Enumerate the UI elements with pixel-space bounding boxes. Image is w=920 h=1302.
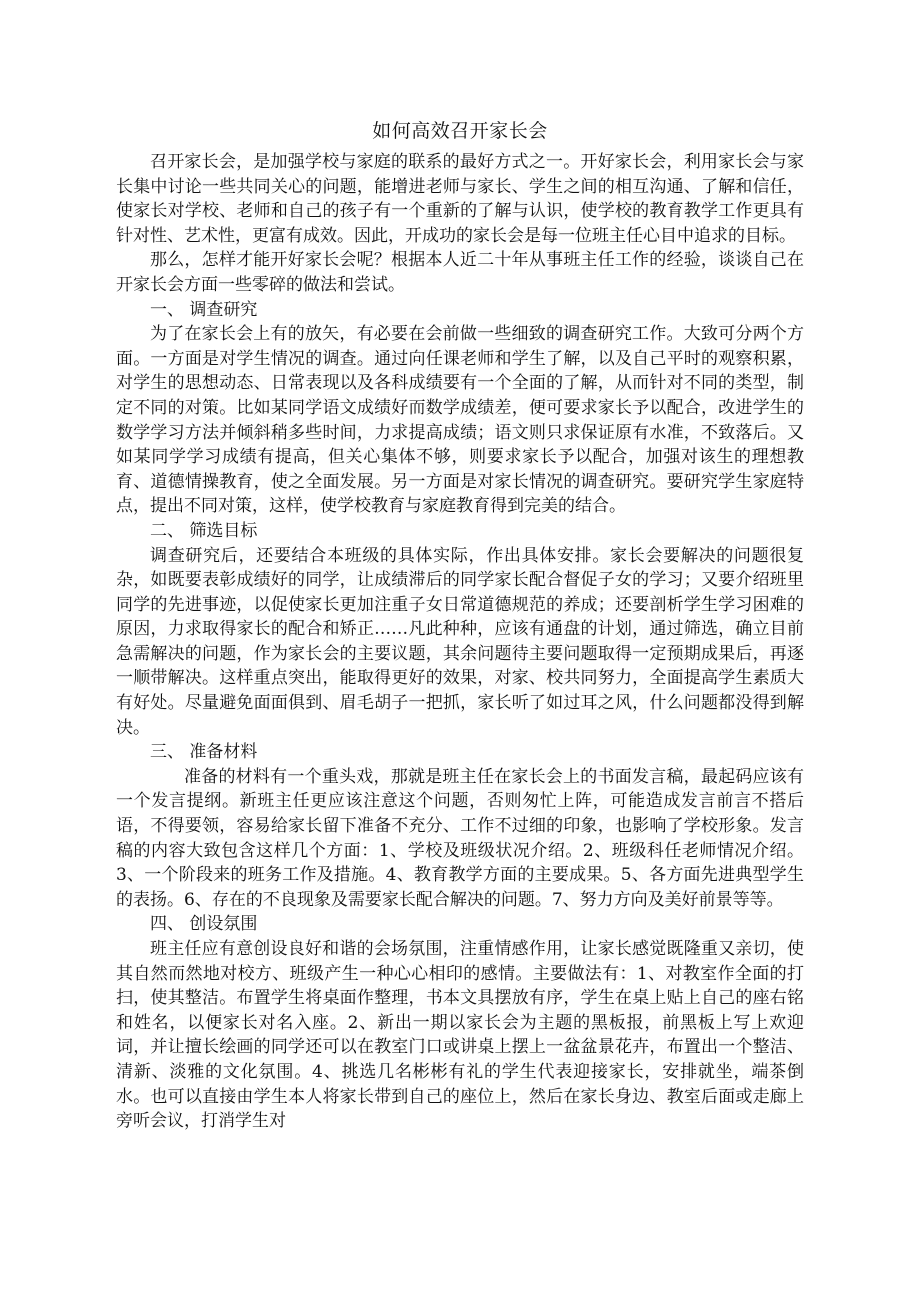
question-paragraph: 那么，怎样才能开好家长会呢？根据本人近二十年从事班主任工作的经验，谈谈自己在开家长会方面一些零碎的做法和尝试。 — [116, 250, 804, 295]
section-heading-goals: 二、 筛选目标 — [150, 520, 258, 541]
materials-paragraph: 准备的材料有一个重头戏，那就是班主任在家长会上的书面发言稿，最起码应该有一个发言提纲。新班主任更应该注意这个问题，否则匆忙上阵，可能造成发言前言不搭后语，不得要领，容易给家长留下准备不充分、工作不过细的印象，也影响了学校形象。发言稿的内容大致包含这样几个方面：1、学校及班级状况介绍。2、班级科任老师情况介绍。3、一个阶段来的班务工作及措施。4、教育教学方面的主要成果。5、各方面先进典型学生的表扬。6、存在的不良现象及需要家长配合解决的问题。7、努力方向及美好前景等等。 — [116, 766, 804, 910]
intro-paragraph: 召开家长会，是加强学校与家庭的联系的最好方式之一。开好家长会，利用家长会与家长集中讨论一些共同关心的问题，能增进老师与家长、学生之间的相互沟通、了解和信任，使家长对学校、老师和自己的孩子有一个重新的了解与认识，使学校的教育教学工作更具有针对性、艺术性，更富有成效。因此，开成功的家长会是每一位班主任心目中追求的目标。 — [116, 152, 804, 246]
section-heading-research: 一、 调查研究 — [150, 299, 258, 320]
atmosphere-paragraph: 班主任应有意创设良好和谐的会场氛围，注重情感作用，让家长感觉既隆重又亲切，使其自然而然地对校方、班级产生一种心心相印的感情。主要做法有：1、对教室作全面的打扫，使其整洁。布置学生将桌面作整理，书本文具摆放有序，学生在桌上贴上自己的座右铭和姓名，以便家长对名入座。2、新出一期以家长会为主题的黑板报，前黑板上写上欢迎词，并让擅长绘画的同学还可以在教室门口或讲桌上摆上一盆盆景花卉，布置出一个整洁、清新、淡雅的文化氛围。4、挑选几名彬彬有礼的学生代表迎接家长，安排就坐，端茶倒水。也可以直接由学生本人将家长带到自己的座位上，然后在家长身边、教室后面或走廊上旁听会议，打消学生对 — [116, 939, 804, 1132]
document-page — [116, 118, 804, 1134]
goals-paragraph: 调查研究后，还要结合本班级的具体实际，作出具体安排。家长会要解决的问题很复杂，如既要表彰成绩好的同学，让成绩滞后的同学家长配合督促子女的学习；又要介绍班里同学的先进事迹，以促使家长更加注重子女日常道德规范的养成；还要剖析学生学习困难的原因，力求取得家长的配合和矫正……凡此种种，应该有通盘的计划，通过筛选，确立目前急需解决的问题，作为家长会的主要议题，其余问题待主要问题取得一定预期成果后，再逐一顺带解决。这样重点突出，能取得更好的效果，对家、校共同努力，全面提高学生素质大有好处。尽量避免面面俱到、眉毛胡子一把抓，家长听了如过耳之风，什么问题都没得到解决。 — [116, 545, 804, 738]
section-heading-materials: 三、 准备材料 — [150, 742, 258, 763]
research-paragraph: 为了在家长会上有的放矢，有必要在会前做一些细致的调查研究工作。大致可分两个方面。一方面是对学生情况的调查。通过向任课老师和学生了解，以及自己平时的观察积累，对学生的思想动态、日常表现以及各科成绩要有一个全面的了解，从而针对不同的类型，制定不同的对策。比如某同学语文成绩好而数学成绩差，便可要求家长予以配合，改进学生的数学学习方法并倾斜稍多些时间，力求提高成绩；语文则只求保证原有水准，不致落后。又如某同学学习成绩有提高，但关心集体不够，则要求家长予以配合，加强对该生的理想教育、道德情操教育，使之全面发展。另一方面是对家长情况的调查研究。要研究学生家庭特点，提出不同对策，这样，使学校教育与家庭教育得到完美的结合。 — [116, 324, 804, 517]
section-heading-atmosphere: 四、 创设氛围 — [150, 914, 258, 935]
document-title: 如何高效召开家长会 — [372, 120, 548, 142]
